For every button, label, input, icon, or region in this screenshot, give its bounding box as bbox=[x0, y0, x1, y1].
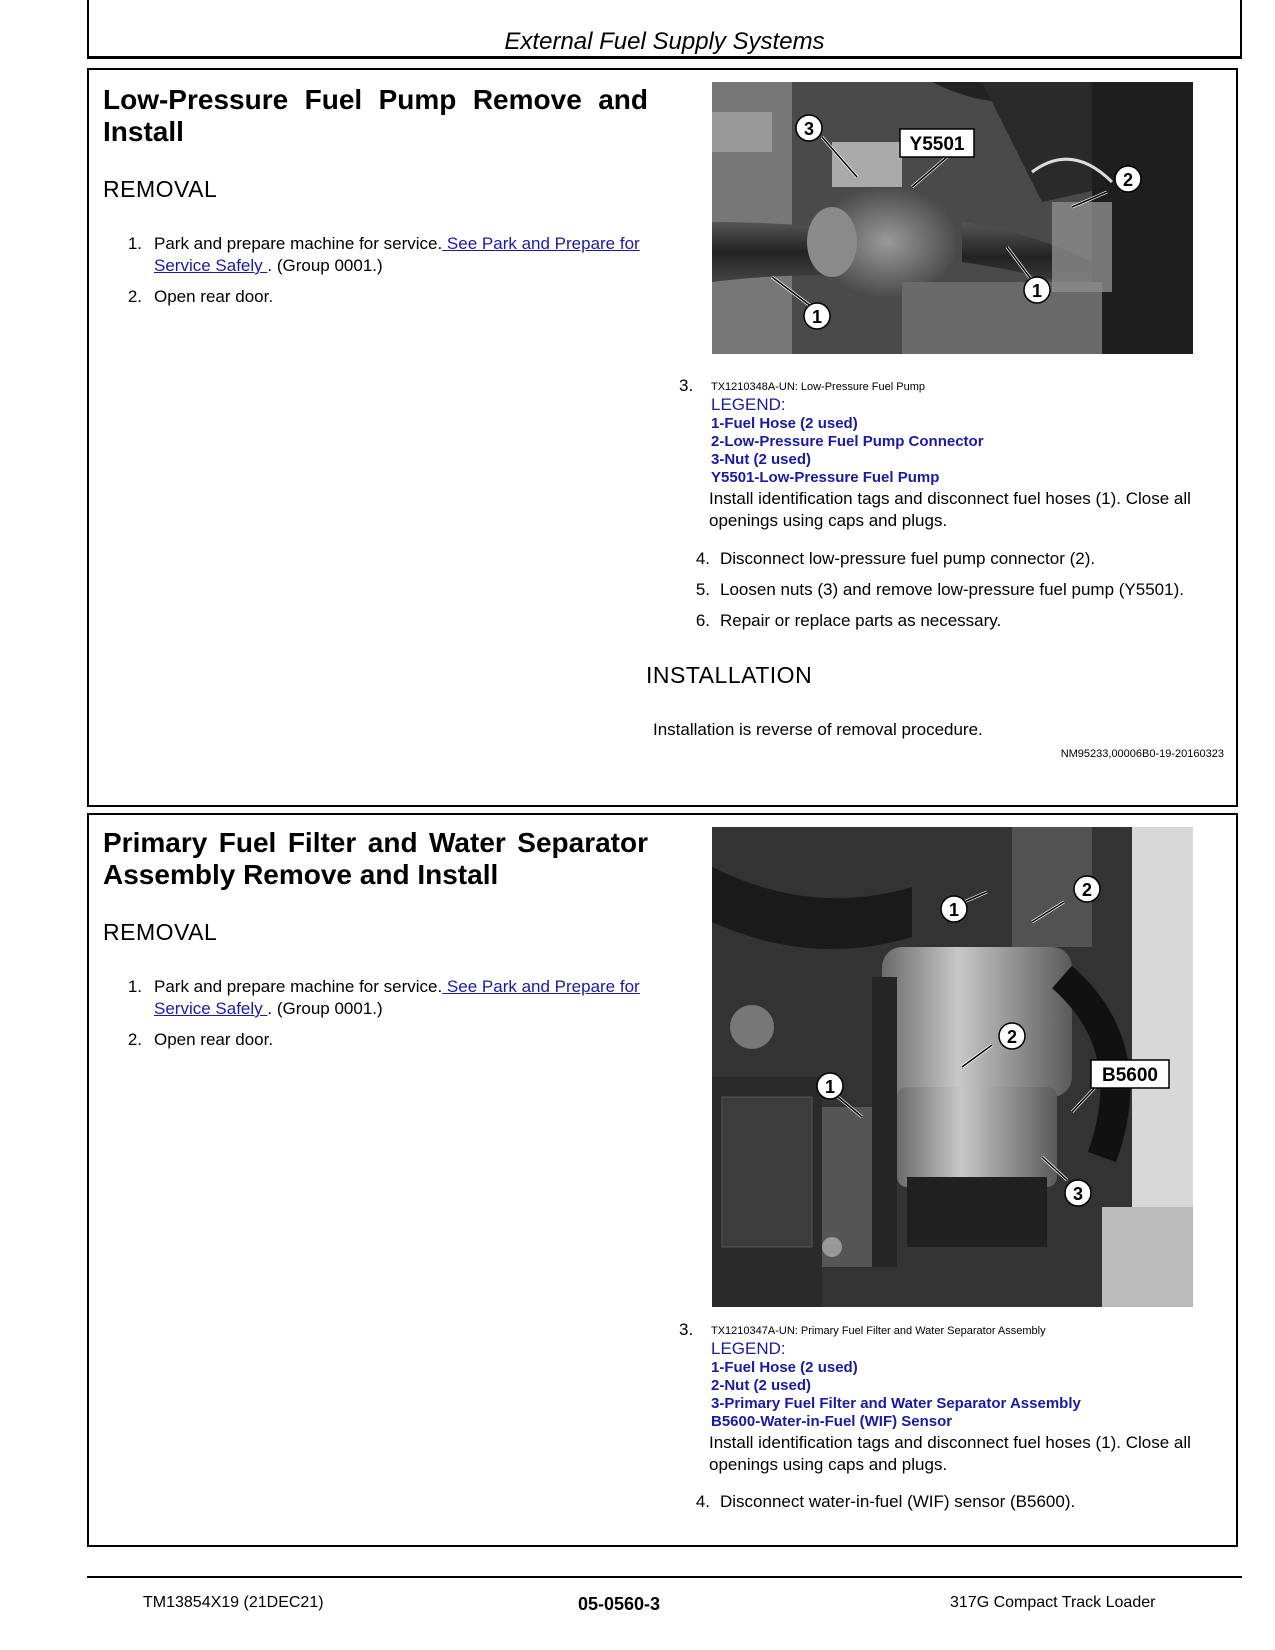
list-item: 2. Open rear door. bbox=[127, 287, 274, 306]
removal-steps bbox=[109, 233, 654, 317]
legend-item: 1-Fuel Hose (2 used) bbox=[711, 415, 858, 432]
figure-legend-block: 3. TX1210348A-UN: Low-Pressure Fuel Pump LEGEND: 1-Fuel Hose (2 used) 2-Low-Pressure Fuel Pump Connector 3-Nut (2 used) Y5501-Low-Pressure Fuel Pump Install identification tags and disconnect fuel hoses (1). Close all openings using caps and plugs. bbox=[679, 376, 1239, 532]
section-title: Primary Fuel Filter and Water Separator Assembly Remove and Install bbox=[103, 827, 648, 890]
step-3-text: Install identification tags and disconnect fuel hoses (1). Close all openings using caps and plugs. bbox=[709, 1433, 1191, 1474]
legend-item: 3-Primary Fuel Filter and Water Separator Assembly bbox=[711, 1395, 1081, 1412]
list-item: 4. Disconnect low-pressure fuel pump connector (2). bbox=[695, 549, 1096, 568]
svg-text:2: 2 bbox=[1122, 170, 1134, 190]
section-title: Low-Pressure Fuel Pump Remove and Install bbox=[103, 84, 648, 147]
figure-caption: TX1210348A-UN: Low-Pressure Fuel Pump bbox=[711, 381, 925, 393]
section-low-pressure-fuel-pump bbox=[87, 68, 1238, 807]
figure-caption: TX1210347A-UN: Primary Fuel Filter and Water Separator Assembly bbox=[711, 1325, 1046, 1337]
removal-steps bbox=[109, 976, 654, 1060]
svg-text:1: 1 bbox=[1031, 281, 1043, 301]
installation-text: Installation is reverse of removal procedure. bbox=[653, 720, 983, 739]
footer-doc-id: TM13854X19 (21DEC21) bbox=[143, 1594, 324, 1611]
svg-text:1: 1 bbox=[948, 900, 960, 920]
installation-heading: INSTALLATION bbox=[646, 662, 813, 688]
list-item: 5. Loosen nuts (3) and remove low-pressure fuel pump (Y5501). bbox=[695, 580, 1184, 599]
legend-item: 2-Nut (2 used) bbox=[711, 1377, 812, 1394]
footer-rule bbox=[87, 1576, 1242, 1578]
section-primary-fuel-filter bbox=[87, 813, 1238, 1547]
list-item: 2. Open rear door. bbox=[127, 1030, 274, 1049]
reference-id: NM95233,00006B0-19-20160323 bbox=[1060, 748, 1224, 760]
legend-title: LEGEND: bbox=[711, 1339, 786, 1358]
footer-machine-name: 317G Compact Track Loader bbox=[950, 1594, 1156, 1611]
svg-text:2: 2 bbox=[1081, 880, 1093, 900]
removal-heading: REMOVAL bbox=[103, 919, 218, 945]
legend-item: B5600-Water-in-Fuel (WIF) Sensor bbox=[711, 1413, 953, 1430]
step-3-text: Install identification tags and disconnect fuel hoses (1). Close all openings using caps and plugs. bbox=[709, 489, 1191, 530]
page-header-title: External Fuel Supply Systems bbox=[504, 28, 825, 55]
removal-heading: REMOVAL bbox=[103, 176, 218, 202]
list-item: 4. Disconnect water-in-fuel (WIF) sensor (B5600). bbox=[695, 1492, 1076, 1511]
see-park-and-prepare-link[interactable]: See Park and Prepare for Service Safely bbox=[154, 977, 640, 1018]
list-item: 1. Park and prepare machine for service. See Park and Prepare for Service Safely . (Group 0001.) bbox=[127, 977, 640, 1018]
svg-text:1: 1 bbox=[811, 307, 823, 327]
primary-fuel-filter-photo bbox=[712, 827, 1193, 1307]
removal-steps-continued bbox=[682, 1491, 1242, 1522]
svg-text:2: 2 bbox=[1006, 1027, 1018, 1047]
footer-page-number: 05-0560-3 bbox=[578, 1594, 661, 1614]
svg-text:3: 3 bbox=[803, 119, 815, 139]
legend-title: LEGEND: bbox=[711, 395, 786, 414]
component-label: Y5501 bbox=[909, 134, 965, 155]
list-item: 6. Repair or replace parts as necessary. bbox=[695, 611, 1002, 630]
component-label: B5600 bbox=[1102, 1065, 1158, 1086]
legend-item: Y5501-Low-Pressure Fuel Pump bbox=[711, 469, 940, 486]
svg-text:1: 1 bbox=[824, 1077, 836, 1097]
legend-item: 1-Fuel Hose (2 used) bbox=[711, 1359, 858, 1376]
see-park-and-prepare-link[interactable]: See Park and Prepare for Service Safely bbox=[154, 234, 640, 275]
figure-legend-block: 3. TX1210347A-UN: Primary Fuel Filter and Water Separator Assembly LEGEND: 1-Fuel Hose (2 used) 2-Nut (2 used) 3-Primary Fuel Filter and Water Separator Assembly B5600-Water-in-Fuel (WIF) Sensor Install identification tags and disconnect fuel hoses (1). Close all openings using caps and plugs. bbox=[679, 1320, 1239, 1476]
low-pressure-fuel-pump-photo bbox=[712, 82, 1193, 354]
removal-steps-continued bbox=[682, 548, 1242, 641]
legend-item: 2-Low-Pressure Fuel Pump Connector bbox=[711, 433, 984, 450]
svg-text:3: 3 bbox=[1072, 1184, 1084, 1204]
list-item: 1. Park and prepare machine for service. See Park and Prepare for Service Safely . (Group 0001.) bbox=[127, 234, 640, 275]
legend-item: 3-Nut (2 used) bbox=[711, 451, 812, 468]
